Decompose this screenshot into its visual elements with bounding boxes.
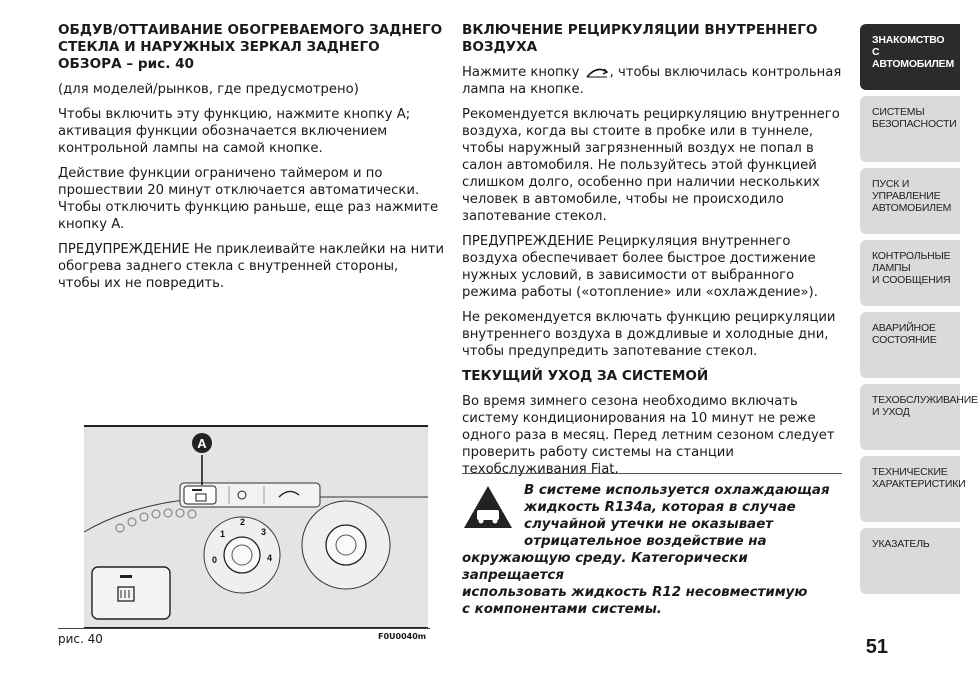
climate-control-figure — [84, 425, 428, 628]
figure-caption: рис. 40 — [58, 632, 103, 646]
tab-emergency[interactable]: АВАРИЙНОЕ СОСТОЯНИЕ — [860, 312, 960, 378]
figure-label-a: A — [197, 436, 207, 451]
knob-number-4: 4 — [267, 553, 273, 563]
warning-line-3: случайной утечки не оказывает — [524, 517, 774, 532]
chapter-tabs — [860, 24, 978, 600]
figure-rule — [58, 628, 430, 629]
tab-warning-lights[interactable]: КОНТРОЛЬНЫЕ ЛАМПЫ И СООБЩЕНИЯ — [860, 240, 960, 306]
tab-technical-specs[interactable]: ТЕХНИЧЕСКИЕ ХАРАКТЕРИСТИКИ — [860, 456, 960, 522]
climate-panel-illustration — [84, 427, 428, 627]
recirculation-paragraph-4: Не рекомендуется включать функцию рециркуляции внутреннего воздуха в дождливые и холодные дни, чтобы предупредить запотевание стекол. — [462, 310, 836, 359]
recirculation-icon — [584, 65, 610, 79]
tab-maintenance[interactable]: ТЕХОБСЛУЖИВАНИЕ И УХОД — [860, 384, 960, 450]
maintenance-paragraph: Во время зимнего сезона необходимо включать систему кондиционирования на 10 минут не реже одного раза в месяц. Перед летним сезоном следует проверить работу системы на станции техобслуживания Fiat. — [462, 394, 835, 477]
section-heading-maintenance: ТЕКУЩИЙ УХОД ЗА СИСТЕМОЙ — [462, 368, 709, 384]
recirculation-p1-start: Нажмите кнопку — [462, 65, 580, 80]
warning-rule — [462, 473, 842, 474]
defrost-subheading: (для моделей/рынков, где предусмотрено) — [58, 82, 359, 97]
warning-line-5: окружающую среду. Категорически запрещается — [462, 551, 748, 583]
tab-starting-driving[interactable]: ПУСК И УПРАВЛЕНИЕ АВТОМОБИЛЕМ — [860, 168, 960, 234]
recirculation-warning-paragraph: ПРЕДУПРЕЖДЕНИЕ Рециркуляция внутреннего воздуха обеспечивает более быстрое достижение нужных условий, в зависимости от выбранного режима работы («отопление» или «охлаждение»). — [462, 234, 818, 300]
tab-index[interactable]: УКАЗАТЕЛЬ — [860, 528, 960, 594]
recirculation-p1-end: , чтобы включилась контрольная лампа на кнопке. — [462, 65, 842, 97]
recirculation-paragraph-1 — [462, 64, 842, 98]
warning-line-7: с компонентами системы. — [462, 602, 662, 617]
knob-number-3: 3 — [261, 527, 267, 537]
tab-safety-systems[interactable]: СИСТЕМЫ БЕЗОПАСНОСТИ — [860, 96, 960, 162]
warning-line-1: В системе используется охлаждающая — [524, 483, 830, 498]
defrost-paragraph-1: Чтобы включить эту функцию, нажмите кнопку A; активация функции обозначается включением контрольной лампы на самой кнопке. — [58, 107, 411, 156]
section-heading-defrost: ОБДУВ/ОТТАИВАНИЕ ОБОГРЕВАЕМОГО ЗАДНЕГО СТЕКЛА И НАРУЖНЫХ ЗЕРКАЛ ЗАДНЕГО ОБЗОРА – рис. 40 — [58, 22, 443, 72]
warning-line-2: жидкость R134a, которая в случае — [524, 500, 796, 515]
left-column — [58, 22, 444, 300]
knob-number-1: 1 — [220, 529, 226, 539]
right-column — [462, 22, 842, 486]
recirculation-paragraph-2: Рекомендуется включать рециркуляцию внутреннего воздуха, когда вы стоите в пробке или в туннеле, чтобы наружный загрязненный воздух не попал в салон автомобиля. Не пользуйтесь этой функцией слишком долго, особенно при наличии нескольких человек в автомобиле, чтобы не происходило запотевание стекол. — [462, 107, 840, 224]
knob-number-0: 0 — [212, 555, 218, 565]
page-number: 51 — [865, 636, 888, 658]
warning-line-4: отрицательное воздействие на — [524, 534, 767, 549]
figure-code: F0U0040m — [378, 632, 427, 641]
warning-line-6: использовать жидкость R12 несовместимую — [462, 585, 808, 600]
defrost-warning-paragraph: ПРЕДУПРЕЖДЕНИЕ Не приклеивайте наклейки на нити обогрева заднего стекла с внутренней стороны, чтобы их не повредить. — [58, 242, 445, 291]
defrost-paragraph-2: Действие функции ограничено таймером и по прошествии 20 минут отключается автоматически. Чтобы отключить функцию раньше, еще раз нажмите кнопку A. — [58, 166, 439, 232]
knob-number-2: 2 — [240, 517, 246, 527]
tab-vehicle-intro[interactable]: ЗНАКОМСТВО С АВТОМОБИЛЕМ — [860, 24, 960, 90]
environmental-warning — [462, 482, 842, 618]
section-heading-recirculation: ВКЛЮЧЕНИЕ РЕЦИРКУЛЯЦИИ ВНУТРЕННЕГО ВОЗДУХА — [462, 22, 818, 55]
